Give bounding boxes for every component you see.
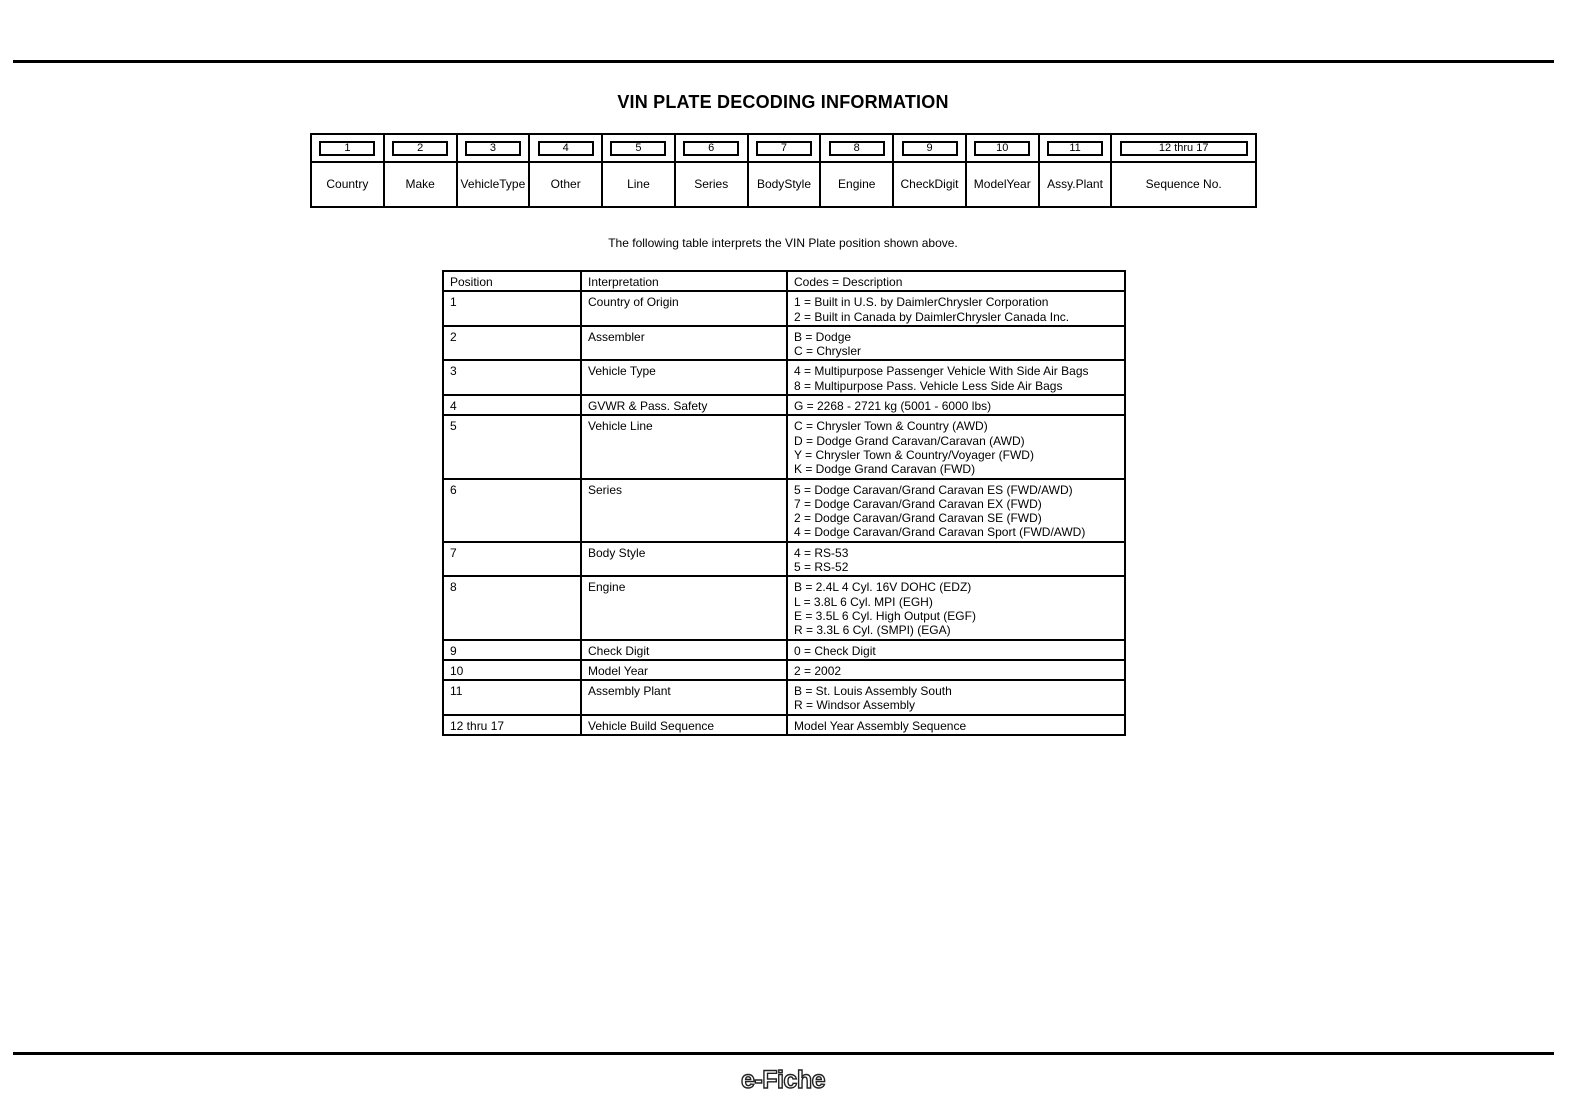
vin-cell [894, 135, 967, 206]
cell-position: 5 [443, 415, 581, 478]
header-codes: Codes = Description [787, 271, 1125, 291]
code-line: Y = Chrysler Town & Country/Voyager (FWD) [794, 447, 1034, 462]
cell-position: 9 [443, 640, 581, 660]
table-row [443, 415, 1125, 478]
cell-codes [787, 291, 1125, 326]
code-line: 2 = Built in Canada by DaimlerChrysler Canada Inc. [794, 309, 1070, 324]
cell-codes [787, 326, 1125, 361]
code-line: 8 = Multipurpose Pass. Vehicle Less Side Air Bags [794, 378, 1063, 393]
vin-position-row [676, 135, 747, 163]
vin-label-line: Body [756, 177, 785, 191]
table-row [443, 326, 1125, 361]
vin-cell [603, 135, 676, 206]
vin-label [676, 163, 747, 206]
vin-label-line: Country [326, 177, 369, 191]
code-line: B = Dodge [794, 329, 852, 344]
code-line: R = Windsor Assembly [794, 698, 916, 713]
decoding-table [442, 270, 1126, 736]
vin-cell [530, 135, 603, 206]
vin-position-row [603, 135, 674, 163]
cell-interpretation: Vehicle Line [581, 415, 787, 478]
vin-position-row [458, 135, 529, 163]
cell-interpretation: Check Digit [581, 640, 787, 660]
table-row [443, 660, 1125, 680]
vin-label-line: Model [973, 177, 1007, 191]
vin-position-row [1040, 135, 1111, 163]
cell-codes [787, 542, 1125, 577]
code-line: Model Year Assembly Sequence [794, 718, 967, 733]
vin-label [603, 163, 674, 206]
vin-label-line: Make [405, 177, 435, 191]
table-header-row [443, 271, 1125, 291]
vin-position-box: 11 [1047, 141, 1103, 156]
vin-label [1040, 163, 1111, 206]
vin-position-box: 2 [392, 141, 448, 156]
vin-label-line: Other [550, 177, 581, 191]
cell-position: 10 [443, 660, 581, 680]
vin-position-box: 4 [538, 141, 594, 156]
code-line: 5 = Dodge Caravan/Grand Caravan ES (FWD/AWD) [794, 482, 1073, 497]
vin-label-line: Check [900, 177, 935, 191]
code-line: 4 = RS-53 [794, 545, 849, 560]
vin-cell [1112, 135, 1255, 206]
code-line: 2 = 2002 [794, 663, 842, 678]
table-row [443, 479, 1125, 542]
table-row [443, 640, 1125, 660]
code-line: E = 3.5L 6 Cyl. High Output (EGF) [794, 608, 976, 623]
vin-position-row [1112, 135, 1255, 163]
cell-interpretation: Engine [581, 576, 787, 639]
code-line: 4 = Multipurpose Passenger Vehicle With Side Air Bags [794, 364, 1089, 379]
cell-position: 3 [443, 360, 581, 395]
cell-codes [787, 680, 1125, 715]
table-row [443, 715, 1125, 735]
cell-position: 2 [443, 326, 581, 361]
vin-cell [312, 135, 385, 206]
code-line: R = 3.3L 6 Cyl. (SMPI) (EGA) [794, 623, 951, 638]
cell-position: 11 [443, 680, 581, 715]
cell-position: 8 [443, 576, 581, 639]
bottom-rule [13, 1052, 1554, 1055]
vin-label-line: Sequence No. [1145, 177, 1222, 191]
cell-interpretation: Vehicle Build Sequence [581, 715, 787, 735]
cell-position: 1 [443, 291, 581, 326]
vin-position-row [967, 135, 1038, 163]
vin-cell [749, 135, 822, 206]
vin-label [749, 163, 820, 206]
cell-interpretation: Series [581, 479, 787, 542]
vin-position-box: 8 [829, 141, 885, 156]
vin-position-box: 3 [465, 141, 521, 156]
vin-label [967, 163, 1038, 206]
vin-label-line: Type [499, 177, 526, 191]
cell-position: 6 [443, 479, 581, 542]
cell-codes [787, 715, 1125, 735]
table-row [443, 360, 1125, 395]
vin-position-row [749, 135, 820, 163]
vin-position-box: 10 [974, 141, 1030, 156]
vin-label [821, 163, 892, 206]
cell-interpretation: Model Year [581, 660, 787, 680]
vin-cell [676, 135, 749, 206]
vin-label [458, 163, 529, 206]
vin-label [894, 163, 965, 206]
code-line: 1 = Built in U.S. by DaimlerChrysler Corporation [794, 295, 1049, 310]
code-line: 4 = Dodge Caravan/Grand Caravan Sport (FWD/AWD) [794, 525, 1086, 540]
table-row [443, 291, 1125, 326]
vin-label [385, 163, 456, 206]
header-interpretation: Interpretation [581, 271, 787, 291]
cell-interpretation: Country of Origin [581, 291, 787, 326]
vin-cell [458, 135, 531, 206]
vin-label-line: Plant [1075, 177, 1103, 191]
cell-codes [787, 660, 1125, 680]
vin-position-box: 9 [902, 141, 958, 156]
top-rule [13, 60, 1554, 63]
vin-label-line: Digit [934, 177, 959, 191]
vin-label-line: Style [784, 177, 811, 191]
cell-interpretation: Body Style [581, 542, 787, 577]
code-line: 0 = Check Digit [794, 643, 876, 658]
code-line: K = Dodge Grand Caravan (FWD) [794, 462, 976, 477]
code-line: B = 2.4L 4 Cyl. 16V DOHC (EDZ) [794, 580, 972, 595]
cell-interpretation: Vehicle Type [581, 360, 787, 395]
vin-position-row [821, 135, 892, 163]
vin-label-line: Line [627, 177, 650, 191]
cell-interpretation: Assembly Plant [581, 680, 787, 715]
code-line: 5 = RS-52 [794, 560, 849, 575]
table-row [443, 542, 1125, 577]
vin-position-box: 6 [683, 141, 739, 156]
header-position: Position [443, 271, 581, 291]
cell-position: 7 [443, 542, 581, 577]
vin-cell [821, 135, 894, 206]
code-line: D = Dodge Grand Caravan/Caravan (AWD) [794, 433, 1025, 448]
cell-codes [787, 395, 1125, 415]
cell-codes [787, 640, 1125, 660]
vin-position-box: 1 [319, 141, 375, 156]
vin-cell [967, 135, 1040, 206]
code-line: B = St. Louis Assembly South [794, 684, 952, 699]
code-line: L = 3.8L 6 Cyl. MPI (EGH) [794, 594, 933, 609]
cell-codes [787, 576, 1125, 639]
vin-label-line: Assy. [1047, 177, 1076, 191]
cell-position: 12 thru 17 [443, 715, 581, 735]
vin-label [312, 163, 383, 206]
vin-label-line: Vehicle [460, 177, 500, 191]
vin-position-box: 7 [756, 141, 812, 156]
table-row [443, 395, 1125, 415]
table-row [443, 576, 1125, 639]
cell-interpretation: GVWR & Pass. Safety [581, 395, 787, 415]
vin-cell [385, 135, 458, 206]
table-row [443, 680, 1125, 715]
code-line: G = 2268 - 2721 kg (5001 - 6000 lbs) [794, 399, 992, 414]
cell-codes [787, 360, 1125, 395]
vin-position-row [385, 135, 456, 163]
vin-position-row [530, 135, 601, 163]
intro-text: The following table interprets the VIN Plate position shown above. [608, 236, 958, 250]
cell-position: 4 [443, 395, 581, 415]
cell-interpretation: Assembler [581, 326, 787, 361]
vin-label [1112, 163, 1255, 206]
vin-position-row [312, 135, 383, 163]
vin-position-box: 12 thru 17 [1120, 141, 1248, 156]
vin-plate-strip [310, 133, 1257, 208]
vin-label-line: Engine [838, 177, 876, 191]
vin-label-line: Year [1006, 177, 1031, 191]
page-title: VIN PLATE DECODING INFORMATION [617, 92, 949, 112]
vin-position-box: 5 [610, 141, 666, 156]
cell-codes [787, 415, 1125, 478]
cell-codes [787, 479, 1125, 542]
vin-label [530, 163, 601, 206]
code-line: 2 = Dodge Caravan/Grand Caravan SE (FWD) [794, 511, 1042, 526]
efiche-logo: e-Fiche [740, 1066, 826, 1094]
code-line: C = Chrysler [794, 344, 862, 359]
vin-position-row [894, 135, 965, 163]
code-line: C = Chrysler Town & Country (AWD) [794, 419, 988, 434]
vin-label-line: Series [694, 177, 729, 191]
vin-cell [1040, 135, 1113, 206]
code-line: 7 = Dodge Caravan/Grand Caravan EX (FWD) [794, 496, 1042, 511]
